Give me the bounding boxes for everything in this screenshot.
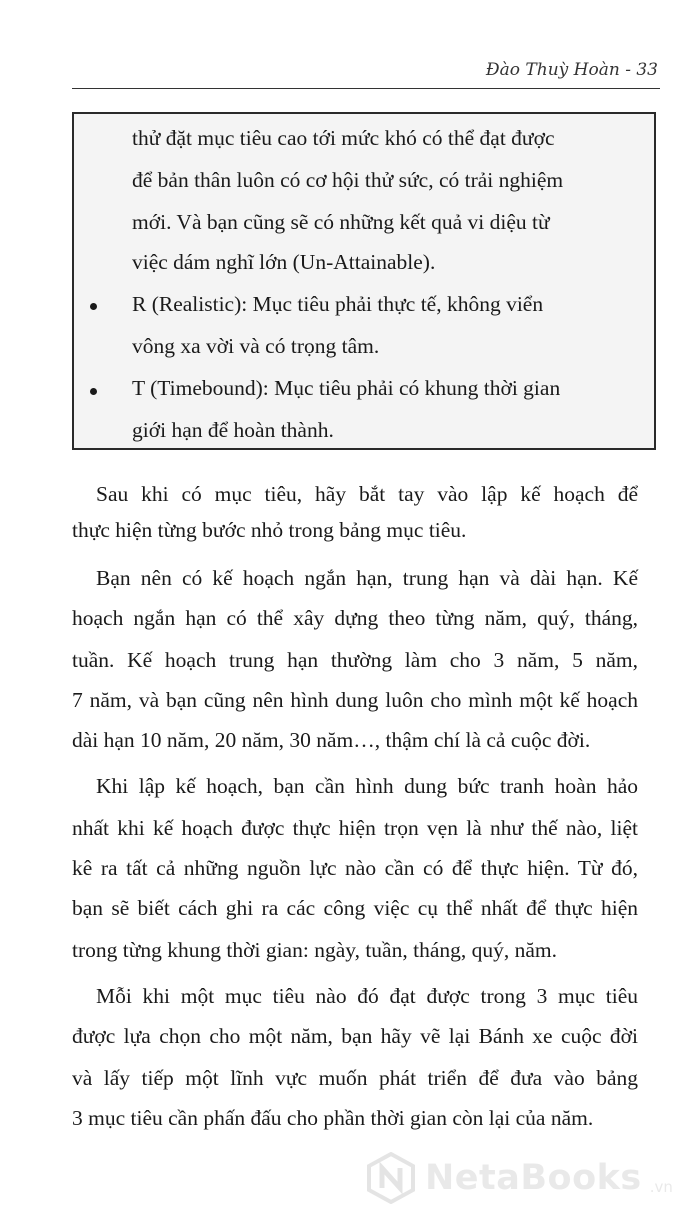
paragraph-line: nhất khi kế hoạch được thực hiện trọn vẹn là như thế nào, liệt [72,816,638,840]
netabooks-logo-icon [365,1152,417,1204]
paragraph-line: 7 năm, và bạn cũng nên hình dung luôn cho mình một kế hoạch [72,688,638,712]
running-head: Đào Thuỳ Hoàn - 33 [485,60,658,80]
bullet-line: giới hạn để hoàn thành. [132,418,334,442]
callout-line: việc dám nghĩ lớn (Un-Attainable). [132,250,436,274]
paragraph-line: 3 mục tiêu cần phấn đấu cho phần thời gian còn lại của năm. [72,1106,594,1130]
watermark [365,1148,685,1208]
callout-line: mới. Và bạn cũng sẽ có những kết quả vi diệu từ [132,210,550,234]
callout-line: thử đặt mục tiêu cao tới mức khó có thể đạt được [132,126,555,150]
paragraph-line: trong từng khung thời gian: ngày, tuần, tháng, quý, năm. [72,938,558,962]
bullet-line: R (Realistic): Mục tiêu phải thực tế, không viển [132,292,544,316]
paragraph-line: dài hạn 10 năm, 20 năm, 30 năm…, thậm chí là cả cuộc đời. [72,728,591,752]
paragraph-line: Sau khi có mục tiêu, hãy bắt tay vào lập kế hoạch để [96,482,638,506]
bullet-line: T (Timebound): Mục tiêu phải có khung thời gian [132,376,561,400]
paragraph-line: Khi lập kế hoạch, bạn cần hình dung bức tranh hoàn hảo [96,774,638,798]
paragraph-line: thực hiện từng bước nhỏ trong bảng mục tiêu. [72,518,467,542]
watermark-suffix: .vn [649,1178,673,1196]
paragraph-line: Bạn nên có kế hoạch ngắn hạn, trung hạn và dài hạn. Kế [96,566,638,590]
paragraph-line: được lựa chọn cho một năm, bạn hãy vẽ lại Bánh xe cuộc đời [72,1024,638,1048]
paragraph-line: hoạch ngắn hạn có thể xây dựng theo từng năm, quý, tháng, [72,606,638,630]
bullet-line: vông xa vời và có trọng tâm. [132,334,380,358]
paragraph-line: bạn sẽ biết cách ghi ra các công việc cụ thể nhất để thực hiện [72,896,638,920]
watermark-text: NetaBooks [425,1158,642,1198]
bullet-dot [90,388,97,395]
callout-line: để bản thân luôn có cơ hội thử sức, có trải nghiệm [132,168,564,192]
bullet-dot [90,303,97,310]
paragraph-line: tuần. Kế hoạch trung hạn thường làm cho 3 năm, 5 năm, [72,648,638,672]
paragraph-line: kê ra tất cả những nguồn lực nào cần có để thực hiện. Từ đó, [72,856,638,880]
header-rule [72,88,660,89]
paragraph-line: và lấy tiếp một lĩnh vực muốn phát triển để đưa vào bảng [72,1066,638,1090]
paragraph-line: Mỗi khi một mục tiêu nào đó đạt được trong 3 mục tiêu [96,984,638,1008]
